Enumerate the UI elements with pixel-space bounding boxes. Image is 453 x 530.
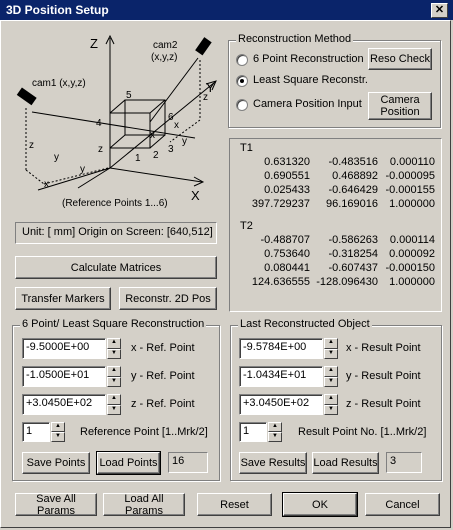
svg-text:z: z xyxy=(29,140,34,151)
svg-text:x: x xyxy=(150,130,155,141)
svg-text:z: z xyxy=(98,144,103,155)
save-points-button[interactable]: Save Points xyxy=(22,452,90,474)
matrix-cell: -0.586263 xyxy=(328,234,378,246)
spin-down-icon: ▼ xyxy=(107,349,121,360)
matrix-cell: 1.000000 xyxy=(389,198,435,210)
spin-up-icon: ▲ xyxy=(324,394,338,405)
matrix-cell: -0.483516 xyxy=(328,156,378,168)
radio-6point[interactable] xyxy=(236,54,248,66)
svg-text:4: 4 xyxy=(96,118,102,129)
spin-down-icon: ▼ xyxy=(324,377,338,388)
result-point-group-label: Last Reconstructed Object xyxy=(240,318,370,330)
t1-label: T1 xyxy=(240,142,253,154)
z-result-label: z - Result Point xyxy=(346,398,421,410)
ok-button[interactable]: OK xyxy=(283,493,357,516)
diagram-caption: (Reference Points 1...6) xyxy=(62,198,168,209)
matrix-cell: -0.000095 xyxy=(385,170,435,182)
matrix-cell: 0.468892 xyxy=(332,170,378,182)
save-all-params-button[interactable]: Save All Params xyxy=(15,493,97,516)
calculate-matrices-button[interactable]: Calculate Matrices xyxy=(15,256,217,279)
load-all-params-button[interactable]: Load All Params xyxy=(103,493,185,516)
window-title: 3D Position Setup xyxy=(6,3,109,17)
z-result-spinner[interactable] xyxy=(324,394,338,415)
ref-point-group-label: 6 Point/ Least Square Reconstruction xyxy=(22,318,205,330)
spin-up-icon: ▲ xyxy=(324,366,338,377)
y-result-label: y - Result Point xyxy=(346,370,421,382)
spin-down-icon: ▼ xyxy=(107,377,121,388)
matrix-cell: -0.000155 xyxy=(385,184,435,196)
reconstr-2d-pos-button[interactable]: Reconstr. 2D Pos xyxy=(119,287,217,310)
spin-up-icon: ▲ xyxy=(107,394,121,405)
spin-up-icon: ▲ xyxy=(51,422,65,432)
spin-up-icon: ▲ xyxy=(268,422,282,432)
cam2-coords: (x,y,z) xyxy=(151,52,178,63)
z-axis-label: Z xyxy=(90,36,98,51)
results-count-box xyxy=(386,452,422,473)
close-icon[interactable]: ✕ xyxy=(431,3,448,18)
points-count: 16 xyxy=(172,455,185,467)
y-ref-spinner[interactable] xyxy=(107,366,121,387)
z-ref-input[interactable]: +3.0450E+02 xyxy=(22,394,106,415)
matrix-cell: -0.646429 xyxy=(328,184,378,196)
x-ref-input[interactable]: -9.5000E+00 xyxy=(22,338,106,359)
x-result-input[interactable]: -9.5784E+00 xyxy=(239,338,323,359)
ref-point-label: Reference Point [1..Mrk/2] xyxy=(80,426,208,438)
y-result-input[interactable]: -1.0434E+01 xyxy=(239,366,323,387)
result-point-input[interactable]: 1 xyxy=(239,422,267,442)
spin-down-icon: ▼ xyxy=(107,405,121,416)
x-ref-label: x - Ref. Point xyxy=(131,342,195,354)
reso-check-button[interactable]: Reso Check xyxy=(368,48,432,70)
camera-position-button[interactable]: Camera Position xyxy=(368,92,432,120)
ray-cam2 xyxy=(150,58,198,122)
result-point-label: Result Point No. [1..Mrk/2] xyxy=(298,426,427,438)
z-ref-label: z - Ref. Point xyxy=(131,398,195,410)
spin-up-icon: ▲ xyxy=(324,338,338,349)
spin-down-icon: ▼ xyxy=(324,349,338,360)
coordinate-diagram xyxy=(10,30,220,215)
y-ref-label: y - Ref. Point xyxy=(131,370,195,382)
title-bar xyxy=(0,0,453,20)
svg-text:2: 2 xyxy=(153,150,159,161)
transfer-markers-button[interactable]: Transfer Markers xyxy=(15,287,111,310)
matrix-cell: -128.096430 xyxy=(316,276,378,288)
svg-text:3: 3 xyxy=(168,144,174,155)
ref-point-spinner[interactable] xyxy=(51,422,65,442)
svg-text:y: y xyxy=(54,152,59,163)
y-result-spinner[interactable] xyxy=(324,366,338,387)
cancel-button[interactable]: Cancel xyxy=(365,493,440,516)
svg-text:1: 1 xyxy=(135,153,141,164)
matrix-cell: 0.631320 xyxy=(264,156,310,168)
x-axis-label: X xyxy=(191,188,200,203)
x-ref-spinner[interactable] xyxy=(107,338,121,359)
cam1-label: cam1 (x,y,z) xyxy=(32,78,86,89)
svg-text:x: x xyxy=(44,179,49,190)
matrix-cell: 96.169016 xyxy=(326,198,378,210)
svg-text:z: z xyxy=(203,92,208,103)
matrix-cell: -0.488707 xyxy=(260,234,310,246)
load-points-button[interactable]: Load Points xyxy=(97,452,160,474)
matrix-cell: -0.000150 xyxy=(385,262,435,274)
matrix-cell: 0.025433 xyxy=(264,184,310,196)
spin-down-icon: ▼ xyxy=(268,432,282,442)
matrix-cell: 124.636555 xyxy=(251,276,310,288)
matrix-cell: 0.753640 xyxy=(264,248,310,260)
matrix-cell: -0.607437 xyxy=(328,262,378,274)
radio-least-square[interactable] xyxy=(236,75,248,87)
t2-label: T2 xyxy=(240,220,253,232)
cam2-icon xyxy=(195,37,212,55)
reset-button[interactable]: Reset xyxy=(197,493,272,516)
cam1-icon xyxy=(17,88,37,106)
matrix-cell: 0.690551 xyxy=(264,170,310,182)
svg-text:y: y xyxy=(80,164,85,175)
points-count-box xyxy=(168,452,208,473)
matrix-cell: 0.000092 xyxy=(389,248,435,260)
y-ref-input[interactable]: -1.0500E+01 xyxy=(22,366,106,387)
matrix-cell: -0.318254 xyxy=(328,248,378,260)
svg-text:5: 5 xyxy=(126,90,132,101)
spin-down-icon: ▼ xyxy=(324,405,338,416)
save-results-button[interactable]: Save Results xyxy=(239,452,307,474)
svg-text:y: y xyxy=(182,136,187,147)
matrix-cell: 0.000110 xyxy=(389,156,435,168)
y-axis-label: Y xyxy=(206,80,215,95)
ref-point-input[interactable]: 1 xyxy=(22,422,50,442)
radio-camera-position[interactable] xyxy=(236,99,248,111)
spin-down-icon: ▼ xyxy=(51,432,65,442)
result-point-spinner[interactable] xyxy=(268,422,282,442)
results-count: 3 xyxy=(390,455,397,467)
x-result-spinner[interactable] xyxy=(324,338,338,359)
radio-camera-position-label[interactable]: Camera Position Input xyxy=(253,98,362,110)
z-result-input[interactable]: +3.0450E+02 xyxy=(239,394,323,415)
z-ref-spinner[interactable] xyxy=(107,394,121,415)
unit-info-box xyxy=(15,222,217,244)
spin-up-icon: ▲ xyxy=(107,338,121,349)
matrix-cell: 0.080441 xyxy=(264,262,310,274)
x-result-label: x - Result Point xyxy=(346,342,421,354)
matrix-cell: 0.000114 xyxy=(389,234,435,246)
x-axis xyxy=(110,168,202,182)
matrix-cell: 397.729237 xyxy=(251,198,310,210)
matrix-cell: 1.000000 xyxy=(389,276,435,288)
svg-text:6: 6 xyxy=(168,112,174,123)
unit-info: Unit: [ mm] Origin on Screen: [640,512] xyxy=(22,226,213,238)
reconstruction-method-label: Reconstruction Method xyxy=(238,33,352,45)
radio-6point-label[interactable]: 6 Point Reconstruction xyxy=(253,53,364,65)
load-results-button[interactable]: Load Results xyxy=(312,452,379,474)
radio-least-square-label[interactable]: Least Square Reconstr. xyxy=(253,74,368,86)
cam2-label: cam2 xyxy=(153,40,178,51)
spin-up-icon: ▲ xyxy=(107,366,121,377)
svg-text:x: x xyxy=(174,120,179,131)
